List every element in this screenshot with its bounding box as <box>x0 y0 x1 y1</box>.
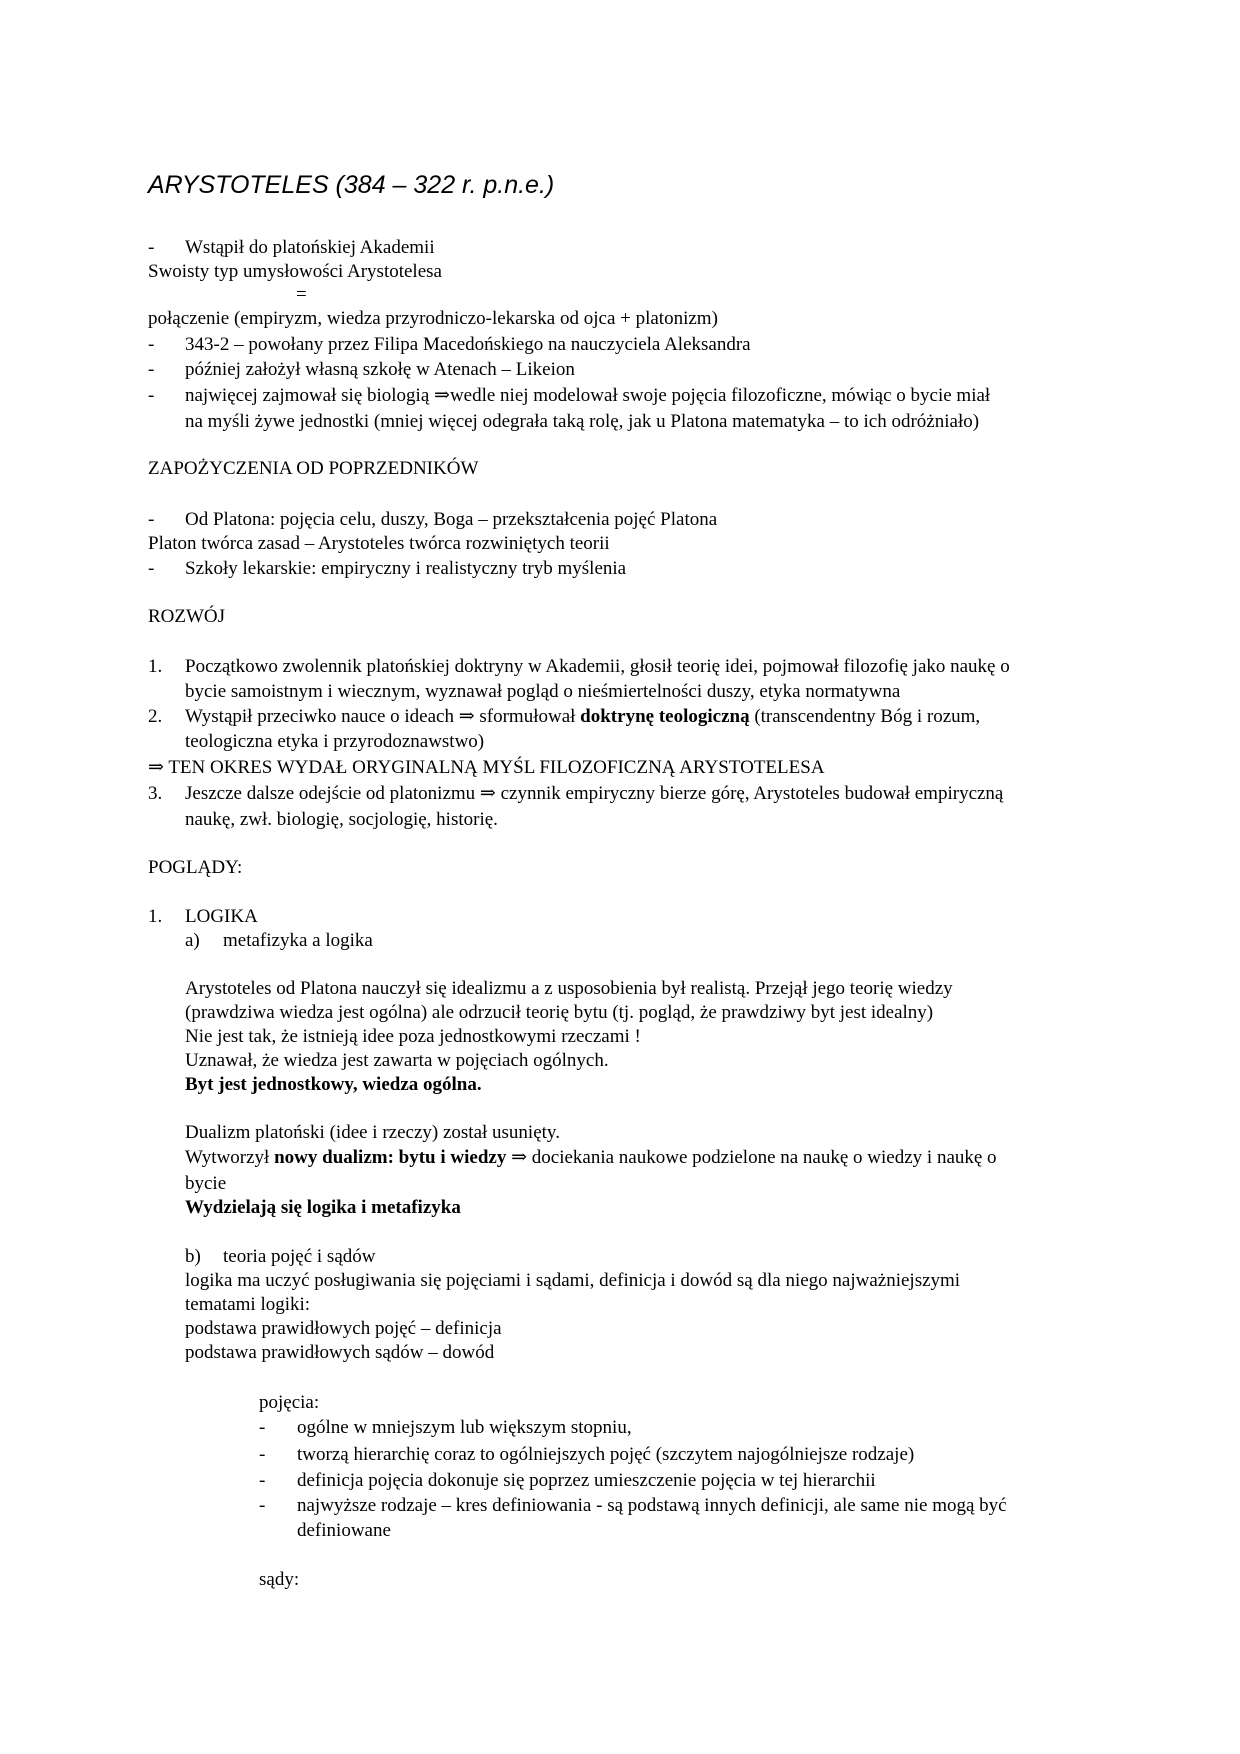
rozwoj-item-2b: teologiczna etyka i przyrodoznawstwo) <box>185 731 485 752</box>
bullet-dash: - <box>259 1417 266 1438</box>
rozwoj-arrow-line: ⇒ TEN OKRES WYDAŁ ORYGINALNĄ MYŚL FILOZOFICZNĄ ARYSTOTELESA <box>148 757 825 778</box>
rozwoj-item-2a-bold: doktrynę teologiczną <box>580 706 750 727</box>
logika-heading: LOGIKA <box>185 906 258 927</box>
para-line-4: Uznawał, że wiedza jest zawarta w pojęciach ogólnych. <box>185 1050 609 1071</box>
para-line-8: bycie <box>185 1173 227 1194</box>
sub-marker-a: a) <box>185 930 200 951</box>
logic-line-1: logika ma uczyć posługiwania się pojęciami i sądami, definicja i dowód są dla niego najważniejszymi <box>185 1270 961 1291</box>
sady-label: sądy: <box>259 1569 300 1590</box>
pojecia-item-4b: definiowane <box>297 1520 391 1541</box>
para-line-1: Arystoteles od Platona nauczył się idealizmu a z usposobienia był realistą. Przejął jego teorię wiedzy <box>185 978 953 999</box>
para-line-2: (prawdziwa wiedza jest ogólna) ale odrzucił teorię bytu (tj. pogląd, że prawdziwy byt jest idealny) <box>185 1002 934 1023</box>
rozwoj-item-2a <box>185 705 980 729</box>
intro-bullet-3: później założył własną szkołę w Atenach – Likeion <box>185 359 575 380</box>
intro-bullet-1: Wstąpił do platońskiej Akademii <box>185 237 435 258</box>
list-number: 3. <box>148 783 163 804</box>
rozwoj-item-2a-pre: Wystąpił przeciwko nauce o ideach ⇒ sformułował <box>185 706 581 727</box>
pojecia-item-4a: najwyższe rodzaje – kres definiowania - są podstawą innych definicji, ale same nie mogą być <box>297 1495 1007 1516</box>
intro-equals: = <box>296 284 307 305</box>
bullet-dash: - <box>148 509 155 530</box>
bullet-dash: - <box>148 558 155 579</box>
rozwoj-item-1a: Początkowo zwolennik platońskiej doktryny w Akademii, głosił teorię idei, pojmował filozofię jako naukę o <box>185 656 1010 677</box>
rozwoj-item-1b: bycie samoistnym i wiecznym, wyznawał pogląd o nieśmiertelności duszy, etyka normatywna <box>185 681 901 702</box>
intro-line-3: połączenie (empiryzm, wiedza przyrodniczo-lekarska od ojca + platonizm) <box>148 308 718 329</box>
bullet-dash: - <box>259 1444 266 1465</box>
bullet-dash: - <box>259 1470 266 1491</box>
list-number: 1. <box>148 906 163 927</box>
logic-line-2: tematami logiki: <box>185 1294 311 1315</box>
intro-line-2: Swoisty typ umysłowości Arystotelesa <box>148 261 442 282</box>
zap-line-2: Platon twórca zasad – Arystoteles twórca rozwiniętych teorii <box>148 533 610 554</box>
logic-line-3: podstawa prawidłowych pojęć – definicja <box>185 1318 502 1339</box>
para-line-7 <box>185 1146 997 1170</box>
zap-bullet-2: Szkoły lekarskie: empiryczny i realistyczny tryb myślenia <box>185 558 627 579</box>
para-line-5-bold: Byt jest jednostkowy, wiedza ogólna. <box>185 1074 482 1095</box>
para-line-7-pre: Wytworzył <box>185 1147 275 1168</box>
bullet-dash: - <box>148 334 155 355</box>
bullet-dash: - <box>148 385 155 406</box>
rozwoj-item-3b: naukę, zwł. biologię, socjologię, historię. <box>185 809 498 830</box>
pojecia-item-3: definicja pojęcia dokonuje się poprzez umieszczenie pojęcia w tej hierarchii <box>297 1470 876 1491</box>
sub-label-a: metafizyka a logika <box>223 930 373 951</box>
pojecia-label: pojęcia: <box>259 1392 320 1413</box>
para-line-6: Dualizm platoński (idee i rzeczy) został usunięty. <box>185 1122 560 1143</box>
para-line-3: Nie jest tak, że istnieją idee poza jednostkowymi rzeczami ! <box>185 1026 641 1047</box>
heading-zapozyczenia: ZAPOŻYCZENIA OD POPRZEDNIKÓW <box>148 458 479 479</box>
document-title: ARYSTOTELES (384 – 322 r. p.n.e.) <box>148 171 555 199</box>
para-line-9-bold: Wydzielają się logika i metafizyka <box>185 1197 461 1218</box>
para-line-7-post: ⇒ dociekania naukowe podzielone na naukę o wiedzy i naukę o <box>506 1147 997 1168</box>
bullet-dash: - <box>148 359 155 380</box>
intro-bullet-4b: na myśli żywe jednostki (mniej więcej odegrała taką rolę, jak u Platona matematyka – to ich odróżniało) <box>185 411 980 432</box>
pojecia-item-2: tworzą hierarchię coraz to ogólniejszych pojęć (szczytem najogólniejsze rodzaje) <box>297 1444 915 1465</box>
intro-bullet-4a: najwięcej zajmował się biologią ⇒wedle niej modelował swoje pojęcia filozoficzne, mówiąc o bycie miał <box>185 385 991 406</box>
rozwoj-item-3a: Jeszcze dalsze odejście od platonizmu ⇒ czynnik empiryczny bierze górę, Arystoteles budował empiryczną <box>185 783 1004 804</box>
list-number: 1. <box>148 656 163 677</box>
sub-marker-b: b) <box>185 1246 201 1267</box>
zap-bullet-1: Od Platona: pojęcia celu, duszy, Boga – przekształcenia pojęć Platona <box>185 509 718 530</box>
bullet-dash: - <box>148 237 155 258</box>
heading-poglady: POGLĄDY: <box>148 857 243 878</box>
bullet-dash: - <box>259 1495 266 1516</box>
pojecia-item-1: ogólne w mniejszym lub większym stopniu, <box>297 1417 632 1438</box>
intro-bullet-2: 343-2 – powołany przez Filipa Macedońskiego na nauczyciela Aleksandra <box>185 334 751 355</box>
para-line-7-bold: nowy dualizm: bytu i wiedzy <box>274 1147 507 1168</box>
rozwoj-item-2a-post: (transcendentny Bóg i rozum, <box>749 706 981 727</box>
logic-line-4: podstawa prawidłowych sądów – dowód <box>185 1342 495 1363</box>
heading-rozwoj: ROZWÓJ <box>148 606 226 627</box>
sub-label-b: teoria pojęć i sądów <box>223 1246 376 1267</box>
list-number: 2. <box>148 706 163 727</box>
